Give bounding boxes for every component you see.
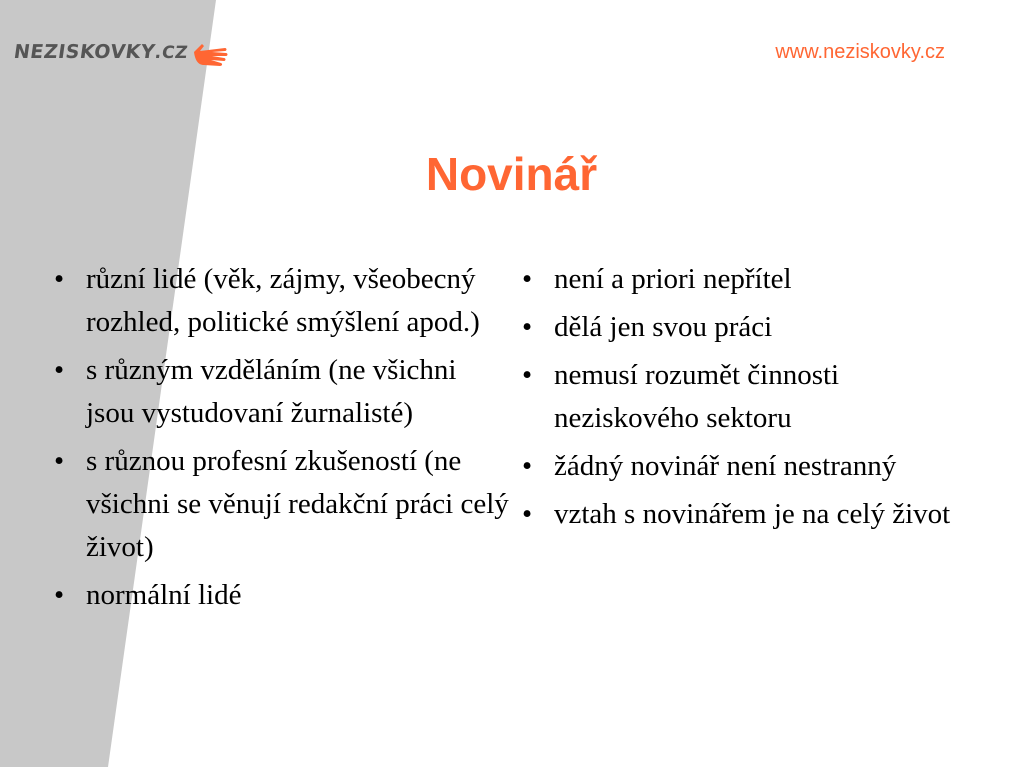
bullet-icon: • (522, 498, 533, 530)
bullet-icon: • (54, 263, 65, 295)
list-item: • vztah s novinářem je na celý život (518, 493, 978, 536)
list-item: • normální lidé (50, 574, 510, 617)
bullet-icon: • (522, 450, 533, 482)
neziskovky-logo (14, 36, 228, 68)
right-bullet-list (518, 258, 978, 541)
list-item: • nemusí rozumět činnosti neziskového sektoru (518, 354, 978, 440)
bullet-icon: • (54, 579, 65, 611)
bullet-icon: • (54, 445, 65, 477)
list-item: • dělá jen svou práci (518, 306, 978, 349)
list-item: • s různou profesní zkušeností (ne všichni se věnují redakční práci celý život) (50, 440, 510, 569)
bullet-icon: • (522, 263, 533, 295)
left-bullet-list (50, 258, 510, 622)
logo-wordmark: NEZISKOVKY.CZ (12, 41, 190, 63)
bullet-icon: • (522, 311, 533, 343)
list-item: • s různým vzděláním (ne všichni jsou vystudovaní žurnalisté) (50, 349, 510, 435)
bullet-icon: • (54, 354, 65, 386)
bullet-icon: • (522, 359, 533, 391)
hand-icon (192, 38, 228, 68)
site-url[interactable]: www.neziskovky.cz (775, 41, 945, 63)
slide-title: Novinář (425, 147, 598, 200)
list-item: • různí lidé (věk, zájmy, všeobecný rozhled, politické smýšlení apod.) (50, 258, 510, 344)
list-item: • není a priori nepřítel (518, 258, 978, 301)
list-item: • žádný novinář není nestranný (518, 445, 978, 488)
